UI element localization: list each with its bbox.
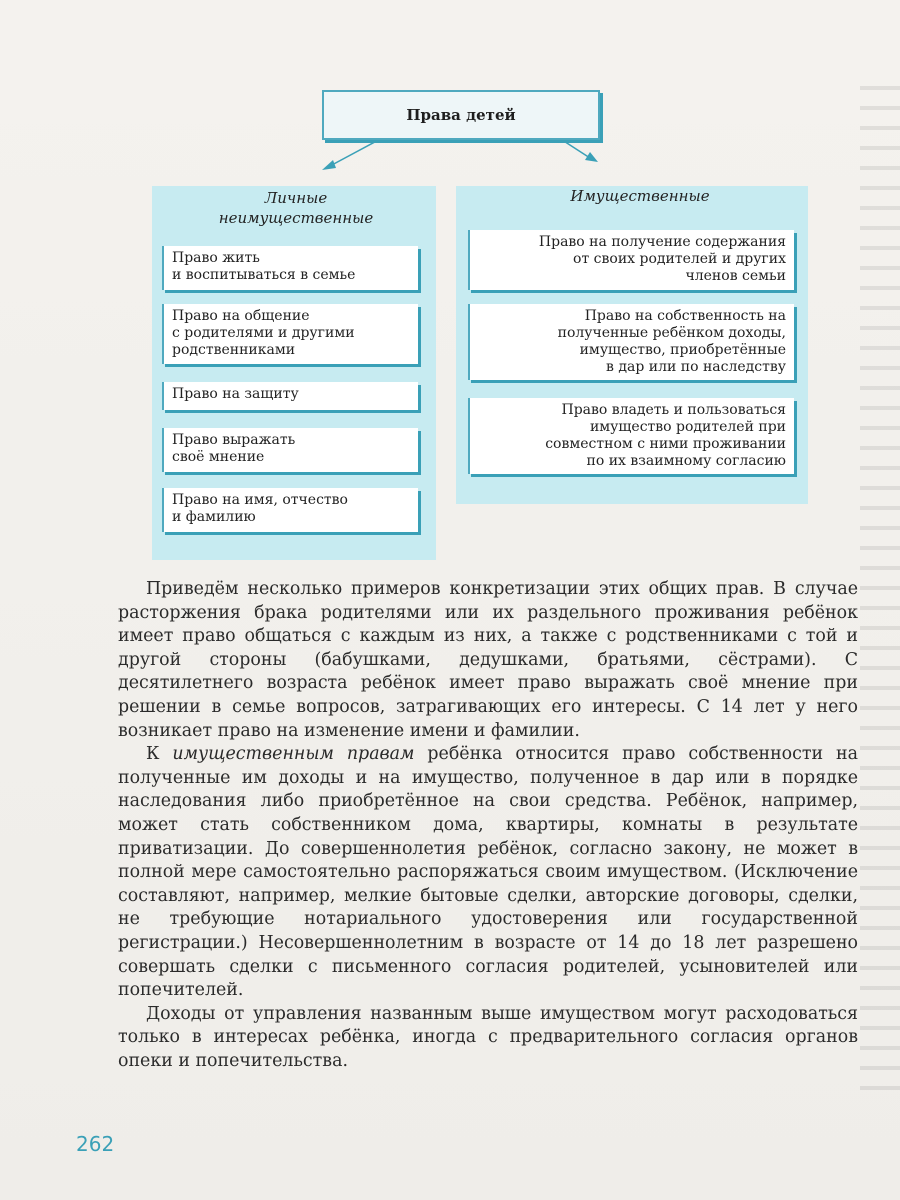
- arrow-left: [330, 136, 386, 166]
- item-line: Право на имя, отчество: [172, 492, 348, 508]
- heading-line-1: Личные: [264, 189, 328, 207]
- p2-rest: ребёнка относится право собственности на полученные им доходы и на имущество, полученное в дар или в порядке наследования либо приобретённое на свои средства. Ребёнок, например, может стать собственником дома, квартиры, комнаты в результате приватизации. До совершеннолетия ребёнок, согласно закону, не может в полной мере самостоятельно распоряжаться своим имуществом. (Исключение составляют, например, мелкие бытовые сделки, авторские договоры, сделки, не требующие нотариального удостоверения или государственной регистрации.) Несовершеннолетним в возрасте от 14 до 18 лет разрешено совершать сделки с письменного согласия родителей, усыновителей или попечителей.: [118, 744, 858, 1001]
- item-line: Право на собственность на: [584, 308, 786, 324]
- item-line: и воспитываться в семье: [172, 267, 356, 283]
- arrow-right-head: [585, 152, 598, 162]
- item-line: Право на защиту: [172, 386, 299, 402]
- left-item: [162, 304, 418, 364]
- left-item: [162, 428, 418, 472]
- item-line: имущество родителей при: [589, 419, 786, 435]
- p2-emphasis: имущественным правам: [172, 744, 415, 765]
- p2-prefix: К: [146, 744, 173, 765]
- item-line: Право жить: [172, 250, 260, 266]
- item-line: имущество, приобретённые: [579, 342, 786, 358]
- item-line: Право выражать: [172, 432, 296, 448]
- item-line: по их взаимному согласию: [586, 453, 786, 469]
- right-item: [468, 304, 794, 380]
- item-line: с родителями и другими: [172, 325, 355, 341]
- item-line: родственниками: [172, 342, 296, 358]
- paragraph-3: Доходы от управления названным выше имуществом могут расходоваться только в интересах ребёнка, иногда с предварительного согласия органов опеки и попечительства.: [118, 1003, 858, 1071]
- item-line: Право на получение содержания: [538, 234, 786, 250]
- right-item: [468, 230, 794, 290]
- item-line: и фамилию: [172, 509, 256, 525]
- left-item: [162, 246, 418, 290]
- left-item: [162, 382, 418, 410]
- diagram-title: Права детей: [322, 90, 600, 140]
- property-rights-heading: Имущественные: [570, 187, 710, 205]
- item-line: полученные ребёнком доходы,: [557, 325, 786, 341]
- item-line: Право владеть и пользоваться: [561, 402, 786, 418]
- paragraph-1: Приведём несколько примеров конкретизации этих общих прав. В случае расторжения брака родителями или их раздельного проживания ребёнок имеет право общаться с каждым из них, а также с родственниками с той и другой стороны (бабушками, дедушками, братьями, сёстрами). С десятилетнего возраста ребёнок имеет право выражать своё мнение при решении в семье вопросов, затрагивающих его интересы. С 14 лет у него возникает право на изменение имени и фамилии.: [118, 579, 858, 741]
- rights-diagram: [0, 0, 900, 570]
- item-line: в дар или по наследству: [606, 359, 786, 375]
- item-line: от своих родителей и других: [573, 251, 786, 267]
- left-item: [162, 488, 418, 532]
- item-line: членов семьи: [685, 268, 786, 284]
- personal-rights-heading: [186, 188, 406, 228]
- item-line: своё мнение: [172, 449, 265, 465]
- paragraph-2: [118, 743, 858, 1003]
- arrow-left-head: [322, 160, 336, 170]
- item-line: совместном с ними проживании: [545, 436, 786, 452]
- body-text: [118, 578, 858, 1073]
- heading-line-2: неимущественные: [218, 209, 374, 227]
- page-number: 262: [76, 1132, 115, 1156]
- right-item: [468, 398, 794, 474]
- item-line: Право на общение: [172, 308, 310, 324]
